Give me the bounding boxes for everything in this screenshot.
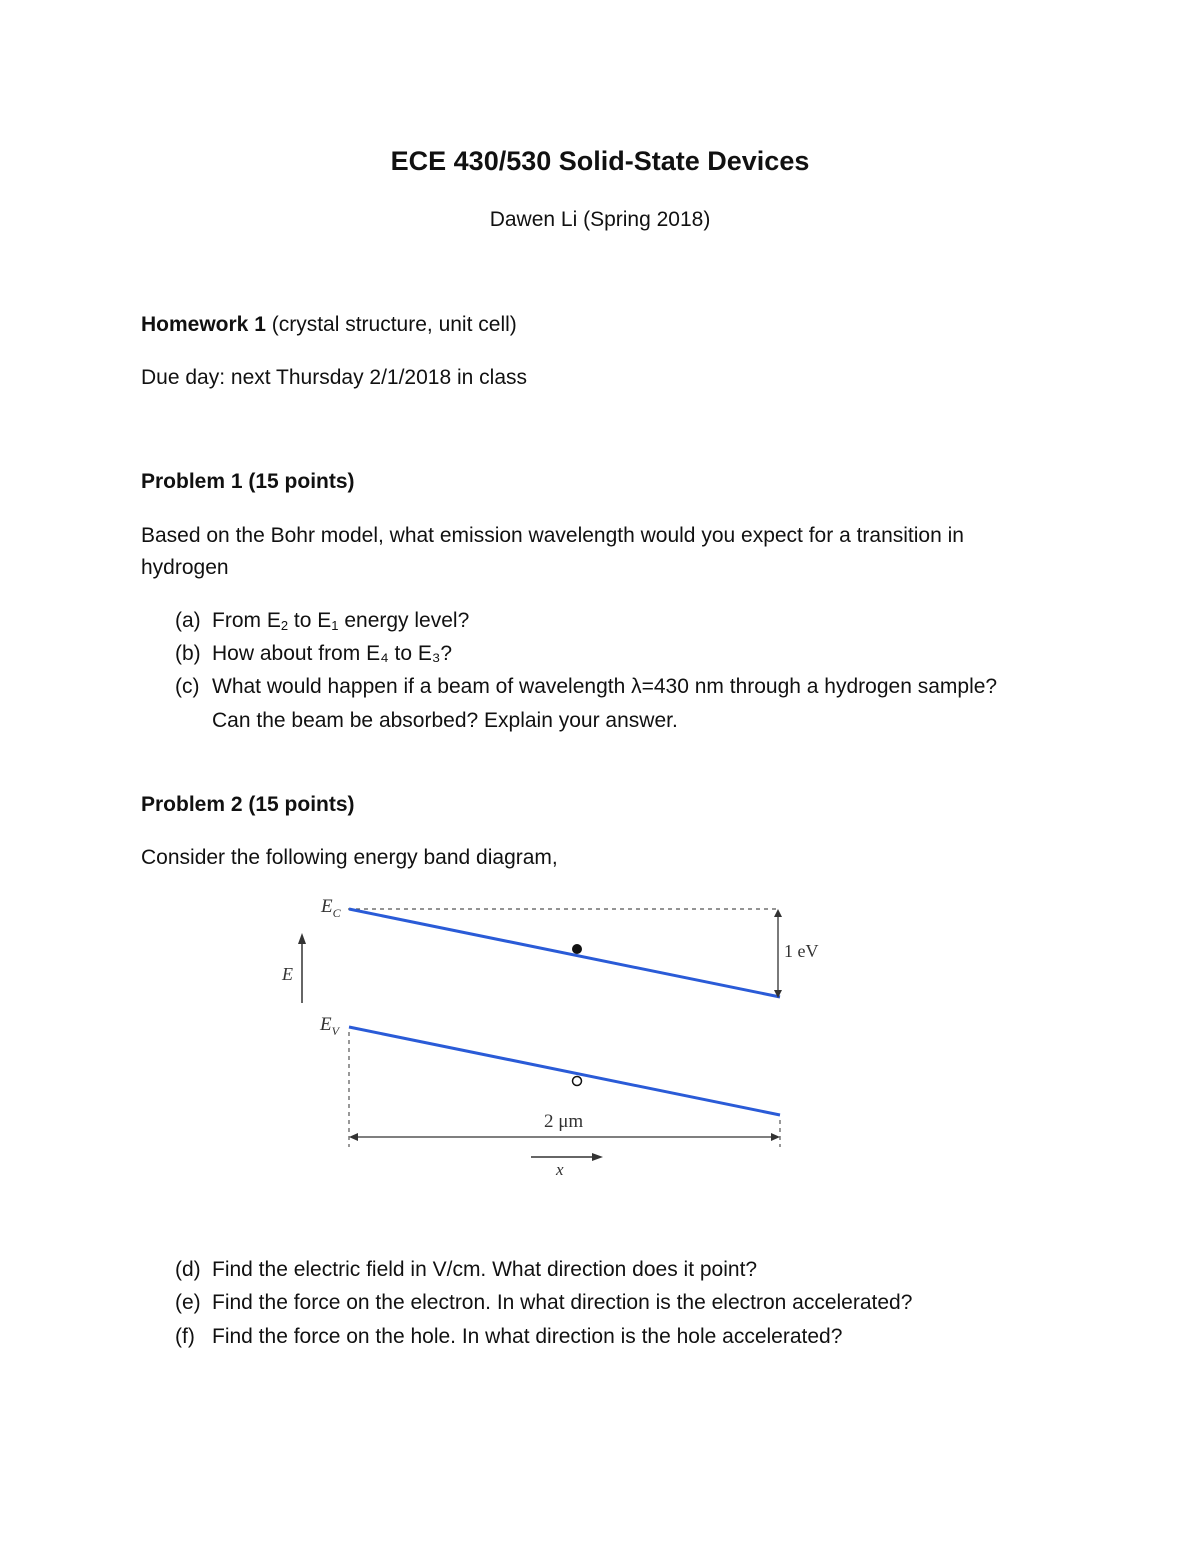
ec-label: $E_C$: [321, 896, 341, 920]
problem1-intro-line1: Based on the Bohr model, what emission wavelength would you expect for a transition in: [141, 524, 964, 547]
item-label: (f): [175, 1325, 195, 1348]
width-label: 2 μm: [544, 1111, 584, 1132]
hole-circle: [573, 1077, 582, 1086]
problem2-item-d: (d) Find the electric field in V/cm. What direction does it point?: [175, 1254, 757, 1286]
item-label: (e): [175, 1291, 201, 1314]
item-label: (c): [175, 675, 200, 698]
problem1-heading: Problem 1 (15 points): [141, 470, 355, 493]
x-axis-arrowhead: [592, 1153, 603, 1161]
due-date: Due day: next Thursday 2/1/2018 in class: [141, 366, 528, 389]
item-label: (a): [175, 609, 201, 632]
item-label: (d): [175, 1258, 201, 1281]
page-title: ECE 430/530 Solid-State Devices: [390, 146, 810, 176]
homework-label: Homework 1: [141, 313, 266, 336]
homework-topic: (crystal structure, unit cell): [265, 313, 517, 336]
e-axis-arrowhead: [298, 933, 306, 944]
width-arrowhead-right: [771, 1133, 780, 1141]
e-axis-label: E: [282, 964, 293, 984]
problem1-item-a: (a) From $E_2$ to $E_1$ energy level?: [175, 605, 469, 637]
width-arrowhead-left: [349, 1133, 358, 1141]
conduction-band-line: [349, 909, 780, 997]
problem2-intro: Consider the following energy band diagram,: [141, 846, 558, 869]
energy-gap-arrowhead-top: [774, 909, 782, 917]
x-axis-label: x: [556, 1160, 564, 1179]
energy-gap-label: 1 eV: [784, 941, 819, 961]
item-label: (b): [175, 642, 201, 665]
problem1-item-c-cont: Can the beam be absorbed? Explain your answer.: [212, 709, 678, 732]
electron-dot: [572, 944, 582, 954]
valence-band-line: [349, 1027, 780, 1115]
problem2-item-e: (e) Find the force on the electron. In what direction is the electron accelerated?: [175, 1287, 912, 1319]
problem2-heading: Problem 2 (15 points): [141, 793, 355, 816]
problem1-intro-line2: hydrogen: [141, 556, 229, 579]
author-line: Dawen Li (Spring 2018): [489, 208, 711, 231]
ev-label: $E_V$: [320, 1014, 339, 1038]
problem1-item-b: (b) How about from E₄ to E₃?: [175, 638, 452, 670]
problem1-item-c: (c) What would happen if a beam of wavelength λ=430 nm through a hydrogen sample?: [175, 671, 997, 703]
problem2-item-f: (f) Find the force on the hole. In what direction is the hole accelerated?: [175, 1321, 842, 1353]
